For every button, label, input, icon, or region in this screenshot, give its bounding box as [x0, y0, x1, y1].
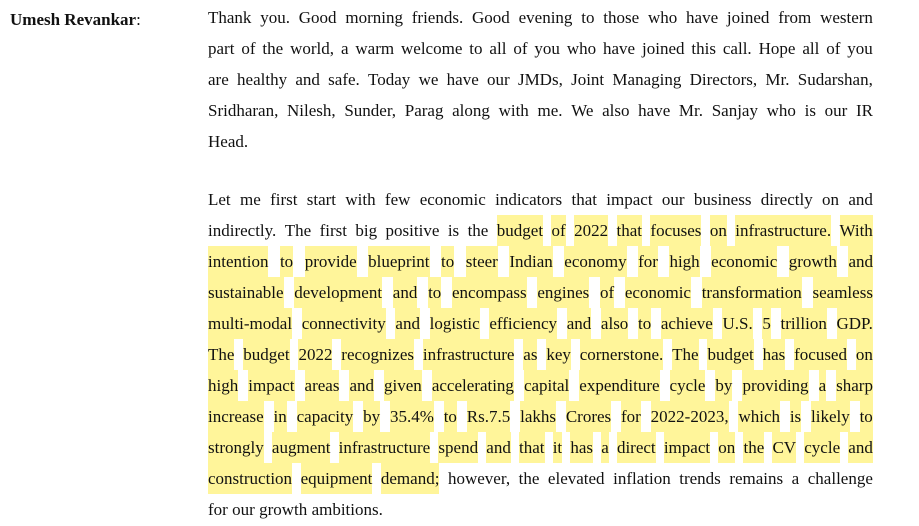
word: the [743, 432, 764, 463]
word: seamless [813, 277, 873, 308]
word: augment [272, 432, 331, 463]
word: strongly [208, 432, 264, 463]
word: The [672, 339, 698, 370]
speaker-colon: : [136, 10, 141, 29]
word: economy [564, 246, 626, 277]
word: are [208, 70, 229, 89]
word: Sunder, [344, 101, 397, 120]
word: by [715, 370, 732, 401]
word: you. [260, 8, 290, 27]
word: given [384, 370, 422, 401]
word: western [820, 8, 873, 27]
word: focused [794, 339, 847, 370]
text-line [208, 463, 873, 494]
word: sharp [836, 370, 873, 401]
word: positive [385, 221, 440, 240]
word: achieve [661, 308, 713, 339]
word: on [856, 339, 873, 370]
word: of [826, 39, 841, 58]
word: U.S. [722, 308, 752, 339]
word: evening [518, 8, 573, 27]
word: Hope [758, 39, 796, 58]
text-line [208, 401, 873, 432]
word: encompass [452, 277, 527, 308]
word: ambitions. [311, 500, 383, 519]
text-line [208, 432, 873, 463]
text-line [208, 64, 873, 95]
word: Nilesh, [287, 101, 336, 120]
word: have [686, 8, 719, 27]
word: Today [368, 70, 411, 89]
word: and [567, 308, 592, 339]
text-line [208, 494, 873, 525]
word: in [274, 401, 287, 432]
word: however, [447, 469, 511, 488]
word: Head. [208, 132, 249, 151]
word: economic [625, 277, 691, 308]
word: healthy [237, 70, 288, 89]
word: is [804, 101, 816, 120]
punctuation: ; [434, 469, 440, 488]
word: budget [243, 339, 289, 370]
word: first [319, 221, 347, 240]
word: spend [438, 432, 478, 463]
word: elevated [547, 469, 605, 488]
word: the [467, 221, 489, 240]
word: welcome [401, 39, 463, 58]
word: warm [355, 39, 395, 58]
highlighted-text: demand [380, 469, 435, 488]
word: along [452, 101, 490, 120]
word: equipment [301, 463, 373, 494]
word: have [603, 39, 636, 58]
word: as [523, 339, 537, 370]
word: impact [606, 190, 653, 209]
word: budget [497, 215, 543, 246]
word: We [571, 101, 594, 120]
word: the [518, 469, 540, 488]
word: provide [305, 246, 357, 277]
text-line [208, 277, 873, 308]
word: a [601, 432, 609, 463]
word: Joint [571, 70, 605, 89]
word: by [363, 401, 380, 432]
word: Managing [612, 70, 682, 89]
word: budget [707, 339, 753, 370]
word: lakhs [520, 401, 556, 432]
word: also [602, 101, 630, 120]
word: Sanjay [711, 101, 758, 120]
word: our [487, 70, 510, 89]
word: to [638, 308, 651, 339]
word: that [519, 432, 545, 463]
speaker-label [10, 4, 141, 35]
text-line [208, 339, 873, 370]
word: 2022-2023, [651, 401, 729, 432]
word: directly [760, 190, 813, 209]
word: morning [345, 8, 403, 27]
word: Indian [509, 246, 552, 277]
word: The [208, 339, 234, 370]
word: multi-modal [208, 308, 292, 339]
word: is [790, 401, 801, 432]
word: start [306, 190, 337, 209]
word: friends. [411, 8, 464, 27]
word: high [669, 246, 699, 277]
word: high [208, 370, 238, 401]
word: engines [537, 277, 589, 308]
word: our [232, 500, 255, 519]
word: challenge [807, 469, 873, 488]
word: impact [664, 432, 710, 463]
word: Parag [404, 101, 444, 120]
word: increase [208, 401, 264, 432]
word: few [384, 190, 411, 209]
word: Directors, [689, 70, 758, 89]
word: likely [811, 401, 850, 432]
text-line [208, 126, 873, 157]
text-line [208, 370, 873, 401]
word: part [208, 39, 235, 58]
word: Good [298, 8, 337, 27]
text-line [208, 246, 873, 277]
word: trillion [781, 308, 827, 339]
word: call. [722, 39, 752, 58]
word: cycle [670, 370, 706, 401]
word: capital [524, 370, 569, 401]
word: our [824, 101, 848, 120]
word: remains [729, 469, 784, 488]
word: that [571, 190, 597, 209]
text-line [208, 95, 873, 126]
word: steer [466, 246, 498, 277]
word: joined [642, 39, 685, 58]
word: which [738, 401, 780, 432]
word: intention [208, 246, 268, 277]
word: safe. [328, 70, 360, 89]
word: sustainable [208, 277, 284, 308]
word: the [262, 39, 284, 58]
word: to [441, 246, 454, 277]
word: Crores [566, 401, 611, 432]
word: of [551, 215, 565, 246]
word: cycle [804, 432, 840, 463]
word: Mr. [678, 101, 704, 120]
word: to [444, 401, 457, 432]
word: trends [679, 469, 721, 488]
word: me [239, 190, 261, 209]
word: on [718, 432, 735, 463]
word: infrastructure [339, 432, 431, 463]
word: and [486, 432, 511, 463]
word: from [778, 8, 812, 27]
word: to [581, 8, 595, 27]
word: and [393, 277, 418, 308]
word: CV [772, 432, 796, 463]
word: a [819, 370, 827, 401]
word: direct [617, 432, 656, 463]
paragraph-1 [208, 2, 873, 157]
word: development [294, 277, 382, 308]
text-line [208, 184, 873, 215]
word: economic [711, 246, 777, 277]
word: Let [208, 190, 231, 209]
word: we [418, 70, 439, 89]
word: IR [855, 101, 873, 120]
word: 2022 [574, 215, 608, 246]
word: connectivity [302, 308, 386, 339]
speaker-name: Umesh Revankar [10, 10, 137, 29]
text-line [208, 215, 873, 246]
word: to [860, 401, 873, 432]
word: and [395, 308, 420, 339]
word: focuses [650, 215, 701, 246]
word: with [498, 101, 529, 120]
word: providing [742, 370, 808, 401]
word: for [208, 500, 228, 519]
text-line [208, 308, 873, 339]
word: indirectly. [208, 221, 277, 240]
word: The [284, 221, 312, 240]
word: also [601, 308, 628, 339]
word: cornerstone. [580, 339, 664, 370]
word: of [513, 39, 528, 58]
word: of [241, 39, 256, 58]
word: and [848, 246, 873, 277]
word: joined [726, 8, 770, 27]
word: 2022 [298, 339, 332, 370]
word: that [617, 215, 643, 246]
word: and [349, 370, 374, 401]
word: construction [208, 463, 292, 494]
word: Thank [208, 8, 252, 27]
word: on [822, 190, 840, 209]
word: Rs.7.5 [467, 401, 510, 432]
word: Good [472, 8, 510, 27]
word: Sridharan, [208, 101, 279, 120]
word: you [534, 39, 560, 58]
word: has [763, 339, 786, 370]
word: you [847, 39, 873, 58]
word: and [848, 432, 873, 463]
word: infrastructure [423, 339, 515, 370]
word: is [447, 221, 460, 240]
word: who [766, 101, 796, 120]
word: accelerating [432, 370, 514, 401]
word: on [710, 215, 727, 246]
word: capacity [297, 401, 354, 432]
word: has [570, 432, 593, 463]
word: big [355, 221, 378, 240]
word: blueprint [368, 246, 429, 277]
word: Sudarshan, [797, 70, 873, 89]
word: all [802, 39, 820, 58]
word: transformation [702, 277, 802, 308]
text-line [208, 2, 873, 33]
word: a [340, 39, 349, 58]
word: all [489, 39, 507, 58]
word: have [638, 101, 671, 120]
paragraph-2 [208, 184, 873, 525]
word: business [693, 190, 752, 209]
word: to [280, 246, 293, 277]
word: With [840, 215, 873, 246]
word: efficiency [489, 308, 557, 339]
word: who [647, 8, 678, 27]
word: to [428, 277, 441, 308]
word: impact [248, 370, 294, 401]
word: with [345, 190, 376, 209]
word: for [621, 401, 641, 432]
word: 5 [762, 308, 771, 339]
word: who [566, 39, 597, 58]
word: growth [789, 246, 837, 277]
word: to [469, 39, 483, 58]
word: logistic [430, 308, 480, 339]
word: of [600, 277, 614, 308]
word: Mr. [765, 70, 790, 89]
word: growth [259, 500, 308, 519]
word: GDP. [837, 308, 873, 339]
word [381, 463, 440, 494]
word: and [848, 190, 873, 209]
word: indicators [495, 190, 563, 209]
word: have [446, 70, 479, 89]
word: infrastructure. [735, 215, 831, 246]
word: our [661, 190, 685, 209]
word: it [553, 432, 562, 463]
text-line [208, 33, 873, 64]
word: those [603, 8, 640, 27]
word: expenditure [579, 370, 659, 401]
word: first [270, 190, 298, 209]
word: JMDs, [517, 70, 563, 89]
word: 35.4% [390, 401, 434, 432]
word: economic [419, 190, 486, 209]
word: areas [305, 370, 340, 401]
word: a [791, 469, 800, 488]
word: inflation [613, 469, 671, 488]
word: recognizes [341, 339, 414, 370]
word: world, [290, 39, 335, 58]
word: this [691, 39, 716, 58]
word: me. [537, 101, 563, 120]
word: for [638, 246, 658, 277]
word: key [546, 339, 571, 370]
word: and [295, 70, 320, 89]
